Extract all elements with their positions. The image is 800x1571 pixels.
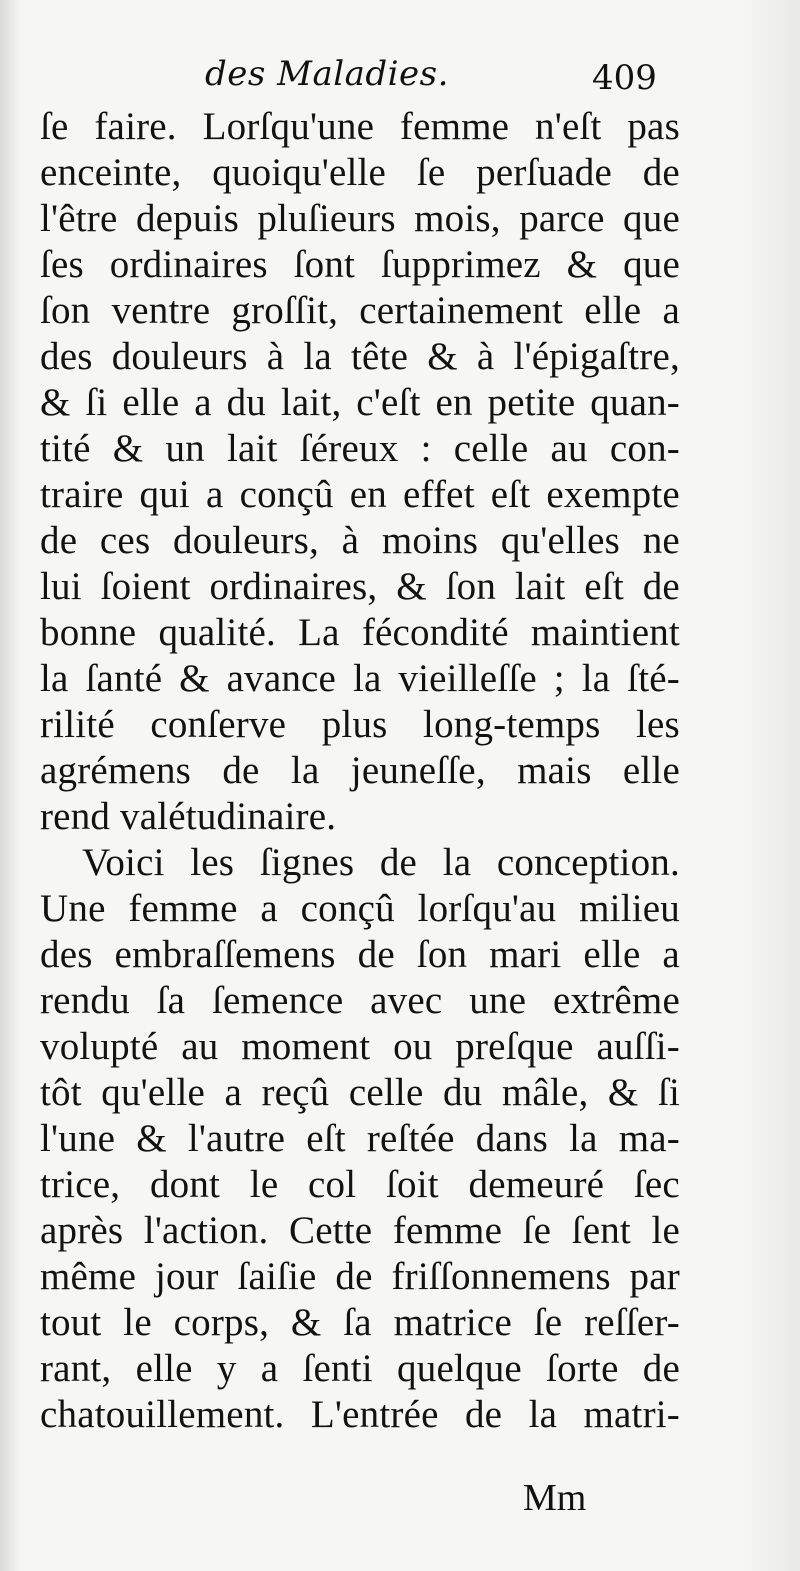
binding-gutter xyxy=(0,0,22,1571)
page-number: 409 xyxy=(592,58,657,98)
running-title: des Maladies. xyxy=(205,54,449,94)
page-edge-shadow xyxy=(740,0,800,1571)
text-line: ſes ordinaires ſont ſupprimez & que xyxy=(40,243,680,286)
text-line: bonne qualité. La fécondité maintient xyxy=(40,611,680,654)
text-line: l'être depuis pluſieurs mois, parce que xyxy=(40,197,680,240)
text-line: trice, dont le col ſoit demeuré ſec xyxy=(40,1163,680,1206)
paragraph-first-line: Voici les ſignes de la conception. xyxy=(82,841,680,884)
text-line: agrémens de la jeuneſſe, mais elle xyxy=(40,749,680,792)
text-line: de ces douleurs, à moins qu'elles ne xyxy=(40,519,680,562)
text-line: l'une & l'autre eſt reſtée dans la ma- xyxy=(40,1117,680,1160)
text-line: des embraſſemens de ſon mari elle a xyxy=(40,933,680,976)
text-line: Une femme a conçû lorſqu'au milieu xyxy=(40,887,680,930)
text-line: après l'action. Cette femme ſe ſent le xyxy=(40,1209,680,1252)
text-line: rilité conſerve plus long-temps les xyxy=(40,703,680,746)
text-line: rend valétudinaire. xyxy=(40,795,337,838)
text-line: la ſanté & avance la vieilleſſe ; la ſté- xyxy=(40,657,680,700)
text-line: & ſi elle a du lait, c'eſt en petite quan- xyxy=(40,381,680,424)
text-line: rendu ſa ſemence avec une extrême xyxy=(40,979,680,1022)
text-line: volupté au moment ou preſque auſſi- xyxy=(40,1025,680,1068)
text-line: des douleurs à la tête & à l'épigaſtre, xyxy=(40,335,680,378)
text-line: tout le corps, & ſa matrice ſe reſſer- xyxy=(40,1301,680,1344)
text-line: tité & un lait ſéreux : celle au con- xyxy=(40,427,680,470)
body-text xyxy=(40,104,680,1438)
text-line: ſon ventre groſſit, certainement elle a xyxy=(40,289,680,332)
text-line: tôt qu'elle a reçû celle du mâle, & ſi xyxy=(40,1071,680,1114)
text-line: enceinte, quoiqu'elle ſe perſuade de xyxy=(40,151,680,194)
text-line: traire qui a conçû en effet eſt exempte xyxy=(40,473,680,516)
text-line: chatouillement. L'entrée de la matri- xyxy=(40,1393,680,1436)
text-line: lui ſoient ordinaires, & ſon lait eſt de xyxy=(40,565,680,608)
text-line: ſe faire. Lorſqu'une femme n'eſt pas xyxy=(40,105,680,148)
text-line: même jour ſaiſie de friſſonnemens par xyxy=(40,1255,680,1298)
text-line: rant, elle y a ſenti quelque ſorte de xyxy=(40,1347,680,1390)
signature-mark: Mm xyxy=(523,1477,587,1519)
